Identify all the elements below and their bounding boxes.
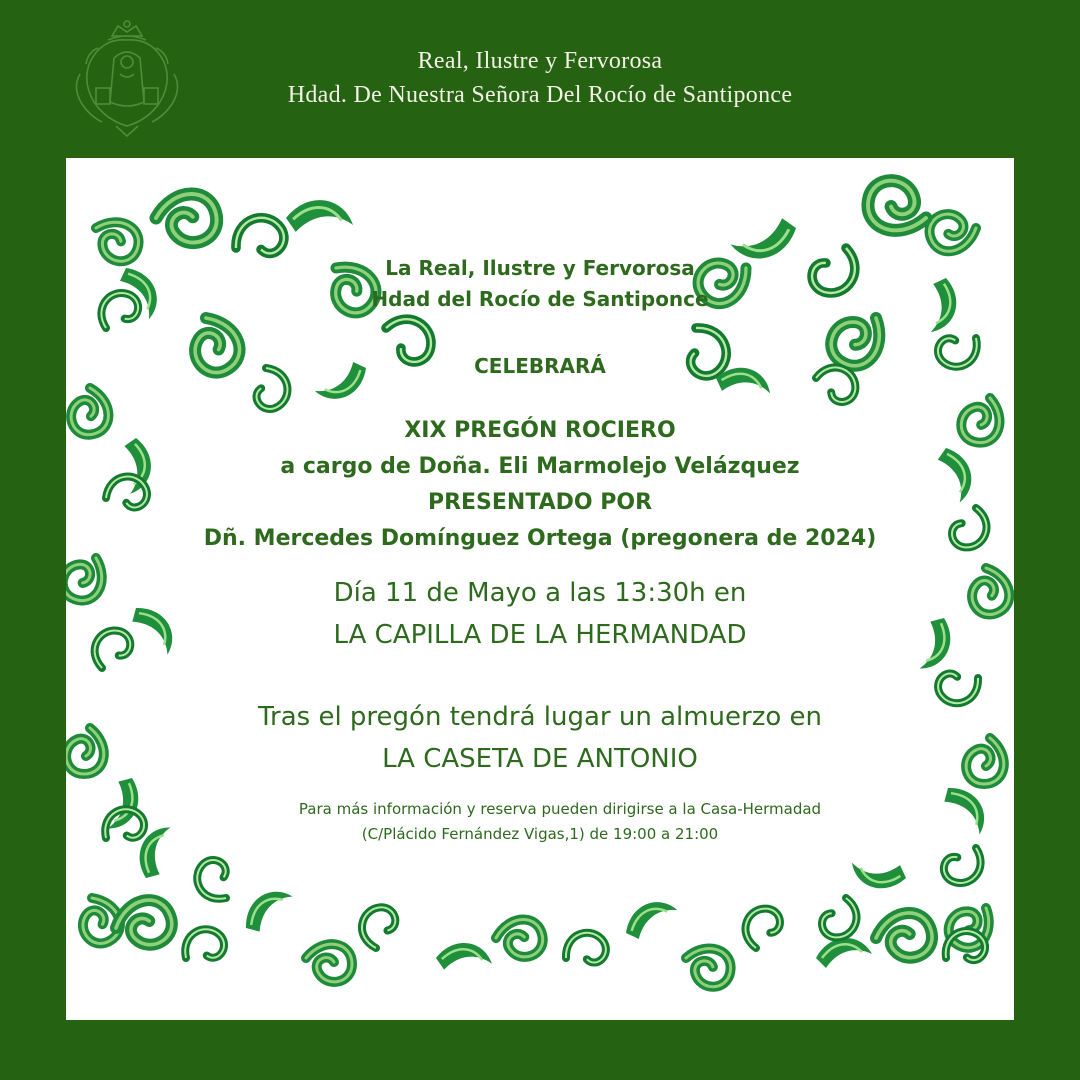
header-line-2: Hdad. De Nuestra Señora Del Rocío de Santiponce xyxy=(287,82,793,108)
event-title: XIX PREGÓN ROCIERO xyxy=(404,418,676,443)
lunch-line: Tras el pregón tendrá lugar un almuerzo en xyxy=(257,702,823,732)
virgin-crest-icon xyxy=(68,18,186,138)
info-line-1: Para más información y reserva pueden dirigirse a la Casa-Hermadad xyxy=(298,800,822,818)
speaker-line: a cargo de Doña. Eli Marmolejo Velázquez xyxy=(280,454,800,479)
venue-line: LA CAPILLA DE LA HERMANDAD xyxy=(333,620,747,650)
presented-by: PRESENTADO POR xyxy=(427,490,653,515)
presenter-line: Dñ. Mercedes Domínguez Ortega (pregonera de 2024) xyxy=(203,526,877,551)
intro-line-1: La Real, Ilustre y Fervorosa xyxy=(385,256,695,280)
info-line-2: (C/Plácido Fernández Vigas,1) de 19:00 a 21:00 xyxy=(361,825,719,843)
header-title xyxy=(190,44,890,112)
invitation-text xyxy=(66,158,1014,1020)
header-line-1: Real, Ilustre y Fervorosa xyxy=(417,48,663,74)
date-line: Día 11 de Mayo a las 13:30h en xyxy=(333,578,747,608)
lunch-venue: LA CASETA DE ANTONIO xyxy=(382,744,698,774)
intro-line-2: Hdad del Rocío de Santiponce xyxy=(371,287,709,311)
invitation-card xyxy=(66,158,1014,1020)
celebrara-heading: CELEBRARÁ xyxy=(474,354,606,378)
